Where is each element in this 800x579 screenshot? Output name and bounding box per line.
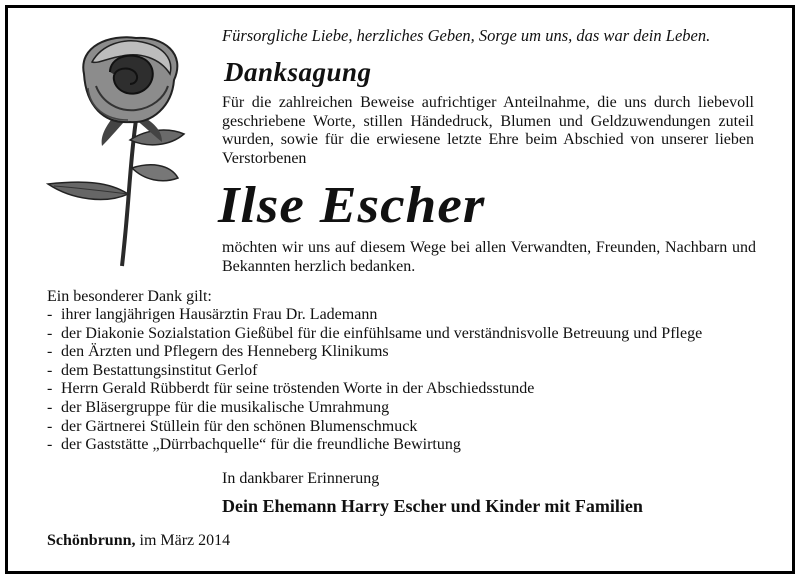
date: im März 2014 xyxy=(139,532,231,549)
list-item: - der Gärtnerei Stüllein für den schönen Blumenschmuck xyxy=(47,417,418,435)
list-item: - der Gaststätte „Dürrbachquelle“ für die freundliche Bewirtung xyxy=(47,436,461,454)
place: Schönbrunn, xyxy=(47,532,136,549)
list-item: - der Bläsergruppe für die musikalische Umrahmung xyxy=(47,398,390,416)
list-item: - der Diakonie Sozialstation Gießübel für die einfühlsame und verständnisvolle Betreuung und Pflege xyxy=(47,324,703,342)
place-date xyxy=(47,532,230,550)
family-signature: Dein Ehemann Harry Escher und Kinder mit Familien xyxy=(222,496,643,516)
deceased-name: Ilse Escher xyxy=(218,177,486,234)
motto: Fürsorgliche Liebe, herzliches Geben, Sorge um uns, das war dein Leben. xyxy=(222,26,711,45)
heading-danksagung: Danksagung xyxy=(224,57,372,87)
list-item: - dem Bestattungsinstitut Gerlof xyxy=(47,361,258,379)
thanks-text: möchten wir uns auf diesem Wege bei allen Verwandten, Freunden, Nachbarn und Bekannten herzlich bedanken. xyxy=(222,239,756,275)
memory-line: In dankbarer Erinnerung xyxy=(222,470,380,487)
rose-icon xyxy=(44,28,204,268)
special-thanks-heading: Ein besonderer Dank gilt: xyxy=(47,288,212,305)
special-thanks-list xyxy=(47,306,702,455)
list-item: - ihrer langjährigen Hausärztin Frau Dr. Lademann xyxy=(47,306,378,323)
list-item: - den Ärzten und Pflegern des Henneberg Klinikums xyxy=(47,343,389,361)
intro-text: Für die zahlreichen Beweise aufrichtiger Anteilnahme, die uns durch liebevoll geschriebene Worte, stillen Händedruck, Blumen und Geldzuwendungen zuteil wurden, sowie für die erwiesene letzte Ehre beim Abschied von unserer lieben Verstorbenen xyxy=(222,94,754,167)
list-item: - Herrn Gerald Rübberdt für seine tröstenden Worte in der Abschiedsstunde xyxy=(47,380,535,398)
